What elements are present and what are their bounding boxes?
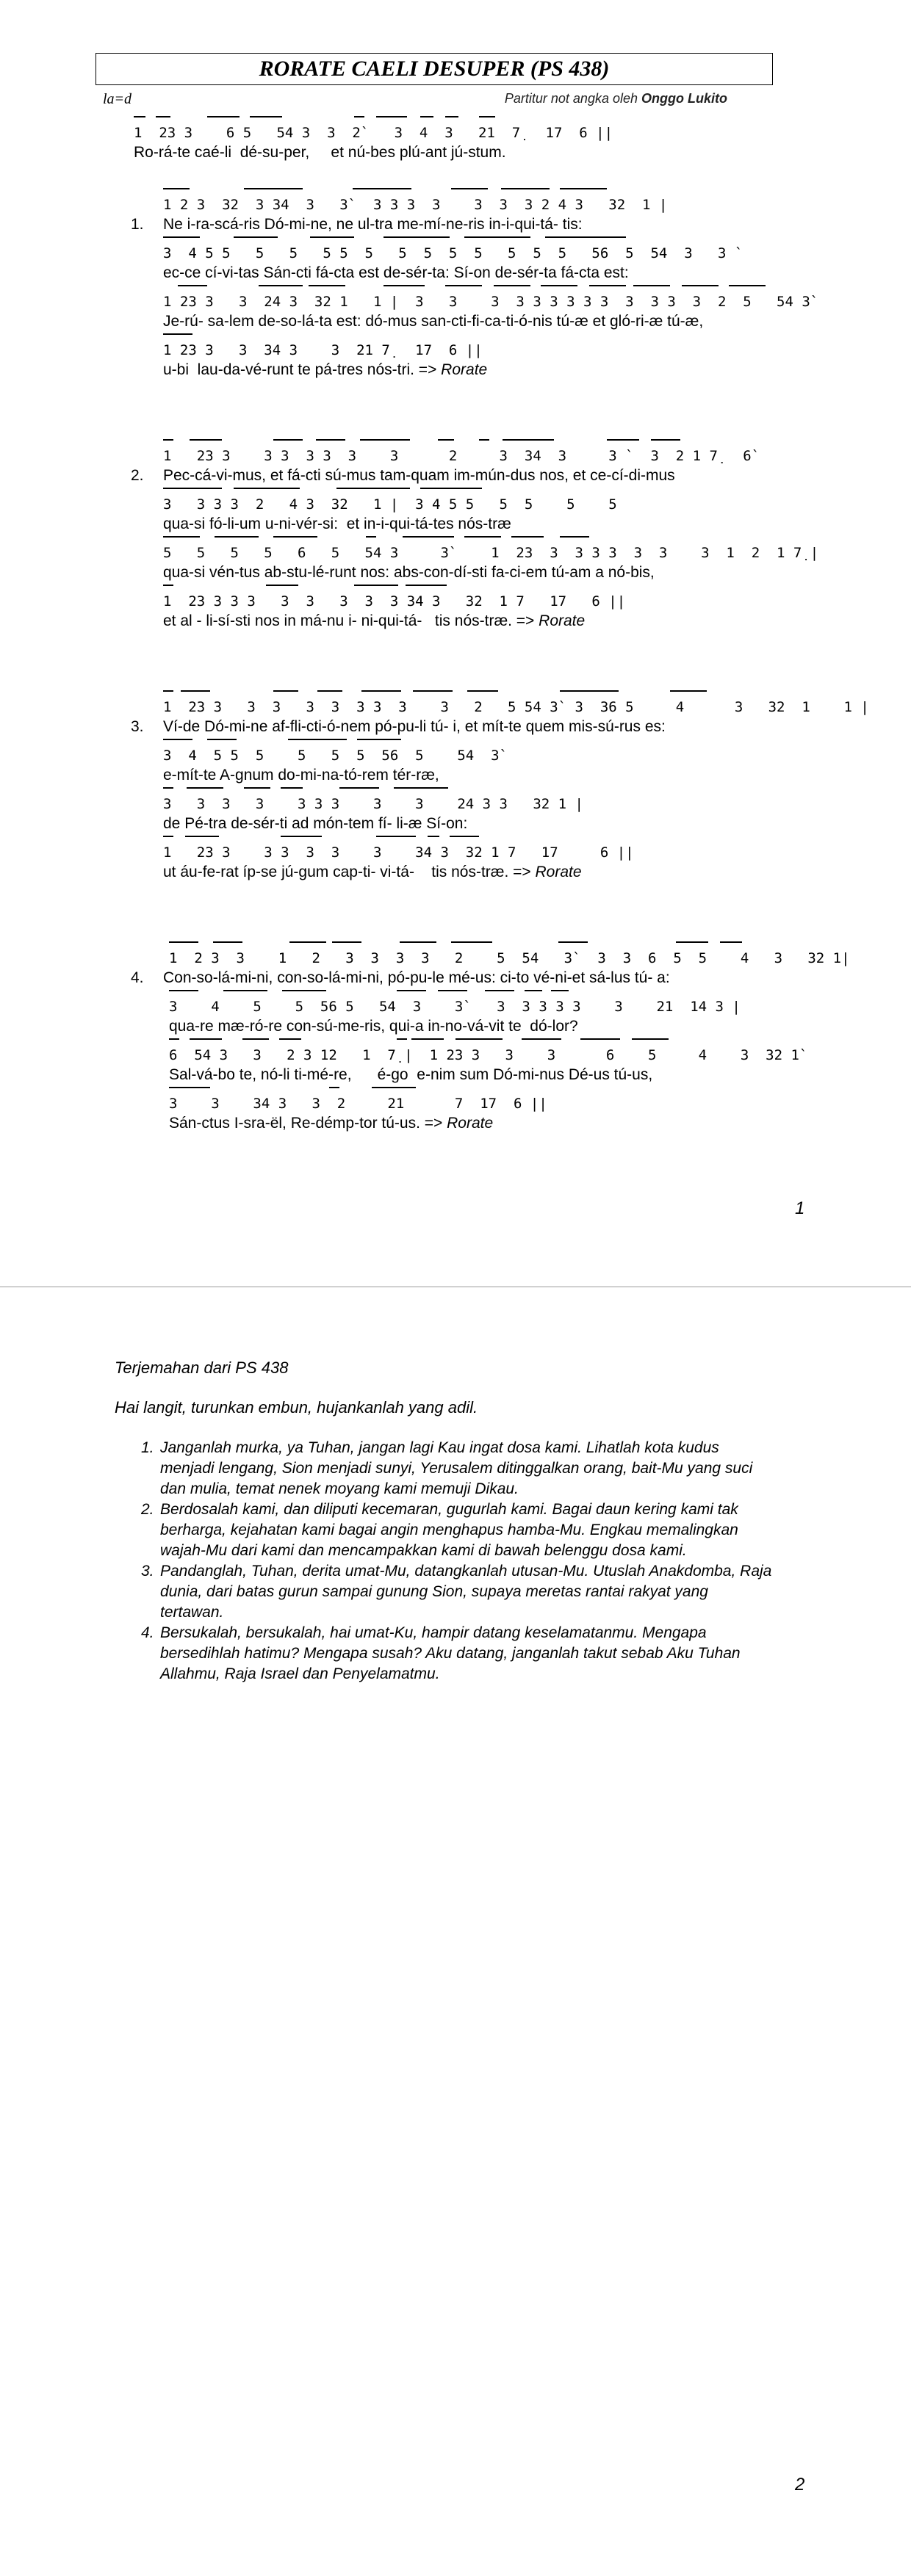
music-line <box>0 433 911 482</box>
note-numbers: 3 4 5 5 5 5 5 5 56 5 54 3` <box>163 748 508 764</box>
list-item <box>115 1499 776 1561</box>
lyric-text: Sal-vá-bo te, nó-li ti-mé-re, é-go e-nim sum Dó-mi-nus Dé-us tú-us, <box>169 1066 653 1083</box>
note-numbers: 6 54 3 3 2 3 12 1 7̣ | 1 23 3 3 3 6 5 4 3 32 1` <box>169 1047 808 1063</box>
note-numbers: 1 23 3 3 3 3 3 3 3 3 3 2 5 54 3` 3 36 5 4 3 32 1 1 | <box>163 699 869 715</box>
note-numbers: 3 3 34 3 3 2 21 7 17 6 || <box>169 1096 547 1112</box>
note-numbers: 1 2 3 3 1 2 3 3 3 3 2 5 54 3` 3 3 6 5 5 4 3 32 1| <box>169 950 850 966</box>
verse-number: 2. <box>131 467 144 484</box>
verse-number: 1. <box>131 216 144 233</box>
music-line <box>0 182 911 231</box>
lyric-text: e-mít-te A-gnum do-mi-na-tó-rem tér-ræ, <box>163 767 439 784</box>
lyric-text: qua-si vén-tus ab-stu-lé-runt nos: abs-con-dí-sti fa-ci-em tú-am a nó-bis, <box>163 564 655 581</box>
music-line <box>0 530 911 579</box>
refrain-reference: Rorate <box>539 612 586 629</box>
refrain-reference: Rorate <box>447 1115 494 1132</box>
note-numbers: 3 3 3 3 3 3 3 3 3 24 3 3 32 1 | <box>163 796 583 812</box>
item-number: 2. <box>141 1501 154 1518</box>
music-line <box>0 1081 911 1132</box>
list-item <box>115 1561 776 1623</box>
note-numbers: 3 4 5 5 5 5 5 5 5 5 5 5 5 5 5 5 56 5 54 3 3 ` <box>163 245 743 261</box>
page-title: RORATE CAELI DESUPER (PS 438) <box>96 53 773 85</box>
credit-prefix: Partitur not angka oleh <box>504 91 638 106</box>
tempo-marking: la=d <box>103 91 132 107</box>
music-line <box>0 328 911 376</box>
note-numbers: 1 23 3 3 3 3 3 3 3 2 3 34 3 3 ` 3 2 1 7̣ 6` <box>163 448 760 464</box>
lyric-text: Ro-rá-te caé-li dé-su-per, et nú-bes plú-ant jú-stum. <box>134 144 506 161</box>
item-number: 1. <box>141 1439 154 1456</box>
list-item <box>115 1438 776 1499</box>
music-line <box>0 110 911 159</box>
score-page <box>0 0 911 1287</box>
verse-number: 3. <box>131 718 144 735</box>
music-line <box>0 482 911 530</box>
lyric-text: u-bi lau-da-vé-runt te pá-tres nós-tri. => <box>163 361 442 378</box>
note-numbers: 5 5 5 5 6 5 54 3 3` 1 23 3 3 3 3 3 3 3 1 2 1 7̣ | <box>163 545 819 561</box>
note-numbers: 1 23 3 3 3 3 3 3 34 3 32 1 7 17 6 || <box>163 844 634 861</box>
credit-author: Onggo Lukito <box>641 91 727 106</box>
translation-page <box>0 1288 911 2576</box>
item-text: Bersukalah, bersukalah, hai umat-Ku, hampir datang keselamatanmu. Mengapa bersedihlah hatimu? Mengapa susah? Aku datang, janganlah takut sebab Aku Tuhan Allahmu, Raja Israel dan Penyelamatmu. <box>160 1624 741 1682</box>
verse-number: 4. <box>131 969 144 986</box>
music-line <box>0 733 911 784</box>
verse-3 <box>0 684 911 878</box>
refrain-reference: Rorate <box>535 864 582 880</box>
item-number: 3. <box>141 1563 154 1580</box>
translation-list <box>115 1438 776 1685</box>
music-line <box>0 279 911 328</box>
verse-4 <box>0 936 911 1132</box>
note-numbers: 1 2 3 32 3 34 3 3` 3 3 3 3 3 3 3 2 4 3 32 1 | <box>163 197 668 213</box>
translation-title: Terjemahan dari PS 438 <box>115 1358 289 1377</box>
music-line <box>0 1032 911 1081</box>
lyric-text: ec-ce cí-vi-tas Sán-cti fá-cta est de-sér-ta: Sí-on de-sér-ta fá-cta est: <box>163 264 629 281</box>
lyric-text: Je-rú- sa-lem de-so-lá-ta est: dó-mus san-cti-fi-ca-ti-ó-nis tú-æ et gló-ri-æ tú-æ, <box>163 313 704 330</box>
item-text: Pandanglah, Tuhan, derita umat-Mu, datangkanlah utusan-Mu. Utuslah Anakdomba, Raja dunia, dari batas gurun sampai gunung Sion, supaya meretas rantai rakyat yang tertawan. <box>160 1563 772 1621</box>
music-line <box>0 984 911 1035</box>
lyric-text: de Pé-tra de-sér-ti ad món-tem fí- li-æ Sí-on: <box>163 815 468 832</box>
translation-refrain: Hai langit, turunkan embun, hujankanlah yang adil. <box>115 1398 478 1417</box>
note-numbers: 1 23 3 3 34 3 3 21 7̣ 17 6 || <box>163 342 483 358</box>
music-line <box>0 830 911 878</box>
item-text: Berdosalah kami, dan diliputi kecemaran, gugurlah kami. Bagai daun kering kami tak berharga, kejahatan kami bagai angin menghapus hamba-Mu. Engkau memalingkan wajah-Mu dari kami dan mencampakkan kami di bawah belenggu dosa kami. <box>160 1501 738 1559</box>
verse-1 <box>0 182 911 376</box>
lyric-text: Sán-ctus I-sra-ël, Re-démp-tor tú-us. => <box>169 1115 447 1132</box>
music-line <box>0 684 911 733</box>
refrain-section <box>0 110 911 159</box>
note-numbers: 1 23 3 3 3 3 3 3 3 3 34 3 32 1 7 17 6 || <box>163 593 626 609</box>
music-line <box>0 579 911 627</box>
note-numbers: 1 23 3 3 24 3 32 1 1 | 3 3 3 3 3 3 3 3 3 3 3 3 3 2 5 54 3` <box>163 294 819 310</box>
lyric-text: qua-re mæ-ró-re con-sú-me-ris, qui-a in-no-vá-vit te dó-lor? <box>169 1018 578 1035</box>
list-item <box>115 1623 776 1685</box>
note-numbers: 1 23 3 6 5 54 3 3 2` 3 4 3 21 7̣ 17 6 || <box>134 125 613 141</box>
arranger-credit <box>505 91 727 106</box>
lyric-text: Con-so-lá-mi-ni, con-so-lá-mi-ni, pó-pu-le mé-us: ci-to vé-ni-et sá-lus tú- a: <box>163 969 670 986</box>
verse-2 <box>0 433 911 627</box>
lyric-text: ut áu-fe-rat íp-se jú-gum cap-ti- vi-tá- tis nós-træ. => <box>163 864 536 880</box>
lyric-text: Ví-de Dó-mi-ne af-fli-cti-ó-nem pó-pu-li tú- i, et mít-te quem mis-sú-rus es: <box>163 718 666 735</box>
lyric-text: qua-si fó-li-um u-ni-vér-si: et in-i-qui-tá-tes nós-træ <box>163 515 511 532</box>
refrain-reference: Rorate <box>441 361 488 378</box>
music-line <box>0 231 911 279</box>
item-number: 4. <box>141 1624 154 1641</box>
music-line <box>0 936 911 984</box>
page-number: 1 <box>795 1198 805 1218</box>
lyric-text: Pec-cá-vi-mus, et fá-cti sú-mus tam-quam im-mún-dus nos, et ce-cí-di-mus <box>163 467 675 484</box>
lyric-text: et al - li-sí-sti nos in má-nu i- ni-qui-tá- tis nós-træ. => <box>163 612 539 629</box>
page-number: 2 <box>795 2475 805 2494</box>
note-numbers: 3 4 5 5 56 5 54 3 3` 3 3 3 3 3 3 21 14 3 | <box>169 999 741 1015</box>
music-line <box>0 781 911 830</box>
lyric-text: Ne i-ra-scá-ris Dó-mi-ne, ne ul-tra me-mí-ne-ris in-i-qui-tá- tis: <box>163 216 583 233</box>
note-numbers: 3 3 3 3 2 4 3 32 1 | 3 4 5 5 5 5 5 5 <box>163 496 617 513</box>
item-text: Janganlah murka, ya Tuhan, jangan lagi Kau ingat dosa kami. Lihatlah kota kudus menjadi lengang, Sion menjadi sunyi, Yerusalem ditinggalkan orang, bait-Mu yang suci dan mulia, temat nenek moyang kami memuji Dikau. <box>160 1439 753 1497</box>
